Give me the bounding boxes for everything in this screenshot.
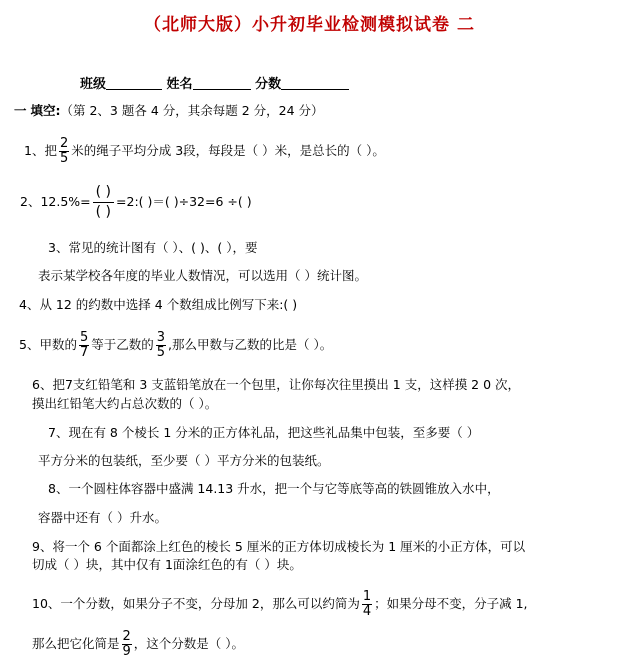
score-label: 分数: [255, 77, 282, 92]
question-6-line-2: 摸出红铅笔大约占总次数的（ ）。: [32, 396, 218, 411]
section-heading: [14, 103, 324, 119]
page-title: （北师大版）小升初毕业检测模拟试卷 二: [144, 15, 475, 35]
q10-frac2-num: 2: [122, 629, 131, 644]
q10-text-c: 那么把它化简是: [32, 636, 120, 651]
class-blank[interactable]: [106, 76, 162, 90]
q2-fraction: [93, 183, 114, 222]
question-7-line-2: 平方分米的包装纸，至少要（ ）平方分米的包装纸。: [38, 453, 330, 468]
q10-fraction-1: [362, 590, 372, 619]
question-10-line-2: [32, 628, 244, 660]
section-desc: （第 2、3 题各 4 分，其余每题 2 分，24 分）: [60, 103, 324, 118]
question-1: [24, 135, 385, 167]
name-label: 姓名: [166, 77, 193, 92]
class-label: 班级: [80, 77, 107, 92]
question-7-line-1: 7、现在有 8 个棱长 1 分米的正方体礼品，把这些礼品集中包装，至多要（ ）: [48, 425, 480, 440]
q1-frac-num: 2: [59, 136, 69, 151]
question-6-line-1: 6、把7支红铅笔和 3 支蓝铅笔放在一个包里，让你每次往里摸出 1 支，这样摸 2 0 次，: [32, 377, 521, 392]
q10-text-a: 10、一个分数，如果分子不变，分母加 2，那么可以约简为: [32, 596, 360, 611]
question-3-line-1: 3、常见的统计图有（ ）、( )、( ），要: [48, 240, 258, 255]
q5-text-c: ,那么甲数与乙数的比是（ ）。: [168, 337, 333, 352]
q5-frac1-num: 5: [79, 330, 89, 345]
q10-text-d: ，这个分数是（ ）。: [133, 636, 245, 651]
q5-frac1-den: 7: [79, 345, 89, 360]
q1-frac-den: 5: [59, 151, 69, 166]
q5-text-a: 5、甲数的: [19, 337, 77, 352]
question-9-line-1: 9、将一个 6 个面都涂上红色的棱长 5 厘米的正方体切成棱长为 1 厘米的小正方体，可以: [32, 539, 526, 554]
score-blank[interactable]: [281, 76, 349, 90]
question-2: [20, 182, 252, 222]
q5-fraction-1: [79, 331, 89, 360]
name-blank[interactable]: [193, 76, 251, 90]
question-10-line-1: [32, 588, 528, 620]
q5-frac2-den: 5: [156, 345, 166, 360]
q10-frac2-den: 9: [122, 644, 131, 659]
question-9-line-2: 切成（ ）块，其中仅有 1面涂红色的有（ ）块。: [32, 557, 302, 572]
q10-fraction-2: [122, 630, 132, 659]
q10-frac1-num: 1: [362, 589, 372, 604]
question-4: 4、从 12 的约数中选择 4 个数组成比例写下来:( ): [19, 297, 298, 312]
q10-text-b: ；如果分母不变，分子减 1,: [374, 596, 528, 611]
question-5: [19, 329, 332, 361]
student-info-line: [80, 76, 349, 93]
question-8-line-1: 8、一个圆柱体容器中盛满 14.13 升水，把一个与它等底等高的铁圆锥放入水中，: [48, 481, 500, 496]
question-8-line-2: 容器中还有（ ）升水。: [38, 510, 167, 525]
section-number: 一: [14, 103, 27, 118]
q10-frac1-den: 4: [362, 604, 372, 619]
q1-text-b: 米的绳子平均分成 3段，每段是（ ）米，是总长的（ ）。: [71, 143, 385, 158]
q1-fraction: [59, 137, 69, 166]
q2-text-a: 2、12.5%=: [20, 194, 91, 209]
q2-frac-num: ( ): [93, 183, 114, 203]
q5-frac2-num: 3: [156, 330, 166, 345]
section-label: 填空:: [30, 103, 61, 118]
q2-frac-den: ( ): [95, 204, 112, 220]
q5-fraction-2: [156, 331, 166, 360]
q2-text-b: =2:( )＝( )÷32=6 ÷( ): [116, 194, 252, 209]
q5-text-b: 等于乙数的: [91, 337, 154, 352]
question-3-line-2: 表示某学校各年度的毕业人数情况，可以选用（ ）统计图。: [38, 268, 367, 283]
q1-text-a: 1、把: [24, 143, 57, 158]
